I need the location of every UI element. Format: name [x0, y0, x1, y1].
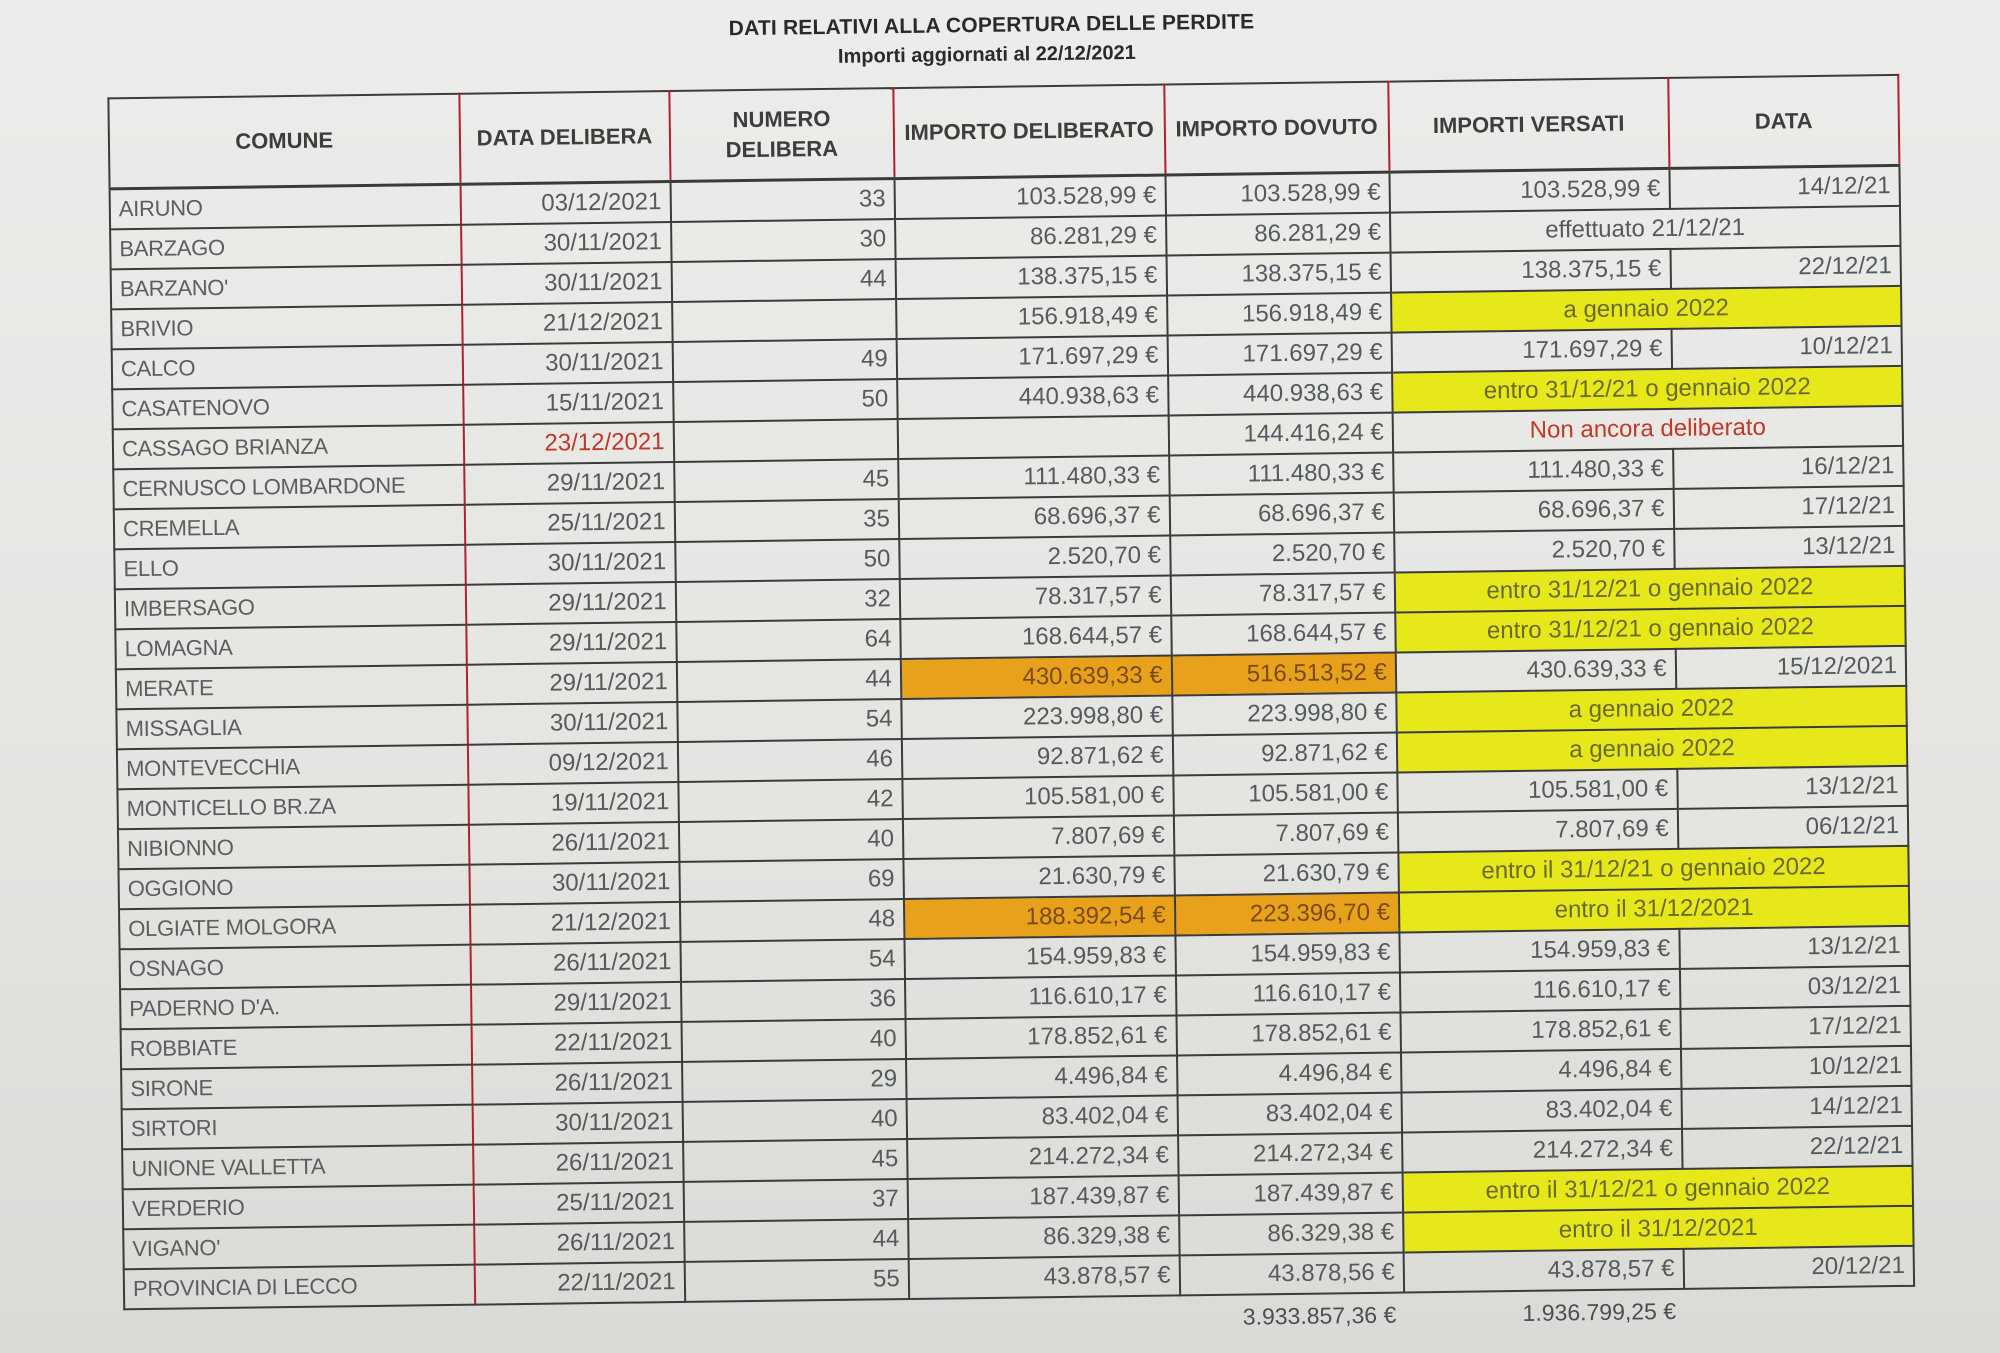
data-versamento-cell: 13/12/21: [1677, 766, 1908, 809]
comune-cell: NIBIONNO: [118, 825, 469, 870]
data-versamento-cell: 16/12/21: [1673, 446, 1904, 489]
importo-dovuto-cell: 440.938,63 €: [1168, 373, 1393, 416]
importo-versato-cell: 2.520,70 €: [1394, 529, 1674, 573]
importo-dovuto-cell: 111.480,33 €: [1169, 453, 1394, 496]
importo-dovuto-cell: 4.496,84 €: [1177, 1053, 1402, 1096]
importo-deliberato-cell: 154.959,83 €: [904, 935, 1175, 979]
column-header: IMPORTI VERSATI: [1388, 78, 1669, 172]
data-versamento-cell: 13/12/21: [1679, 926, 1910, 969]
importo-dovuto-cell: 116.610,17 €: [1176, 973, 1401, 1016]
comune-cell: MISSAGLIA: [116, 705, 467, 750]
importo-dovuto-cell: 105.581,00 €: [1173, 773, 1398, 816]
column-header: COMUNE: [108, 94, 460, 189]
importo-deliberato-cell: 430.639,33 €: [901, 655, 1172, 699]
numero-delibera-cell: 45: [683, 1139, 908, 1182]
column-header: DATA DELIBERA: [459, 91, 670, 184]
comune-cell: MERATE: [116, 665, 467, 710]
importo-deliberato-cell: 68.696,37 €: [899, 496, 1170, 540]
document-title: DATI RELATIVI ALLA COPERTURA DELLE PERDITE: [728, 10, 1255, 41]
data-delibera-cell: 30/11/2021: [461, 222, 672, 265]
importo-deliberato-cell: 86.329,38 €: [908, 1215, 1179, 1259]
importo-dovuto-cell: 92.871,62 €: [1172, 733, 1397, 776]
comune-cell: VERDERIO: [123, 1185, 474, 1230]
importo-deliberato-cell: 187.439,87 €: [907, 1175, 1178, 1219]
importo-dovuto-cell: 178.852,61 €: [1176, 1013, 1401, 1056]
payment-note-cell: entro 31/12/21 o gennaio 2022: [1395, 566, 1906, 613]
comune-cell: OSNAGO: [120, 945, 471, 990]
data-delibera-cell: 29/11/2021: [465, 582, 676, 625]
numero-delibera-cell: 33: [670, 179, 895, 222]
importo-dovuto-cell: 156.918,49 €: [1167, 293, 1392, 336]
numero-delibera-cell: 49: [672, 339, 897, 382]
payment-note-cell: entro il 31/12/21 o gennaio 2022: [1402, 1166, 1913, 1213]
importo-versato-cell: 171.697,29 €: [1391, 329, 1671, 373]
projected-slide: [31, 2, 1928, 1346]
numero-delibera-cell: 40: [679, 819, 904, 862]
importo-versato-cell: 4.496,84 €: [1401, 1049, 1681, 1093]
total-importi-versati: 1.936.799,25 €: [1522, 1297, 1677, 1326]
importo-deliberato-cell: [898, 416, 1169, 460]
importo-deliberato-cell: 178.852,61 €: [905, 1015, 1176, 1059]
data-versamento-cell: 22/12/21: [1682, 1126, 1913, 1169]
comune-cell: UNIONE VALLETTA: [122, 1145, 473, 1190]
numero-delibera-cell: 44: [671, 259, 896, 302]
payment-note-cell: Non ancora deliberato: [1392, 406, 1903, 453]
payment-note-cell: effettuato 21/12/21: [1390, 206, 1901, 253]
comune-cell: LOMAGNA: [115, 625, 466, 670]
importo-deliberato-cell: 86.281,29 €: [895, 216, 1166, 260]
importo-deliberato-cell: 2.520,70 €: [899, 536, 1170, 580]
importo-dovuto-cell: 103.528,99 €: [1165, 172, 1390, 215]
importo-deliberato-cell: 116.610,17 €: [905, 975, 1176, 1019]
data-delibera-cell: 22/11/2021: [474, 1262, 685, 1305]
importo-versato-cell: 103.528,99 €: [1389, 168, 1669, 212]
numero-delibera-cell: 44: [676, 659, 901, 702]
data-versamento-cell: 10/12/21: [1671, 326, 1902, 369]
numero-delibera-cell: 48: [680, 899, 905, 942]
comune-cell: BARZAGO: [110, 225, 461, 270]
importo-deliberato-cell: 188.392,54 €: [904, 895, 1175, 939]
data-delibera-cell: 29/11/2021: [471, 982, 682, 1025]
comune-cell: CERNUSCO LOMBARDONE: [113, 465, 464, 510]
data-versamento-cell: 10/12/21: [1681, 1046, 1912, 1089]
importo-dovuto-cell: 214.272,34 €: [1178, 1133, 1403, 1176]
importo-dovuto-cell: 144.416,24 €: [1168, 413, 1393, 456]
data-versamento-cell: 14/12/21: [1681, 1086, 1912, 1129]
importo-versato-cell: 116.610,17 €: [1400, 969, 1680, 1013]
comune-cell: PROVINCIA DI LECCO: [124, 1265, 475, 1310]
numero-delibera-cell: 40: [681, 1019, 906, 1062]
numero-delibera-cell: 46: [677, 739, 902, 782]
importo-versato-cell: 83.402,04 €: [1401, 1089, 1681, 1133]
comune-cell: MONTEVECCHIA: [117, 745, 468, 790]
data-delibera-cell: 26/11/2021: [472, 1062, 683, 1105]
importo-versato-cell: 43.878,57 €: [1403, 1249, 1683, 1293]
importo-deliberato-cell: 21.630,79 €: [903, 855, 1174, 899]
comune-cell: SIRONE: [121, 1065, 472, 1110]
importo-dovuto-cell: 516.513,52 €: [1171, 653, 1396, 696]
comune-cell: CASSAGO BRIANZA: [113, 425, 464, 470]
data-versamento-cell: 17/12/21: [1680, 1006, 1911, 1049]
importo-deliberato-cell: 83.402,04 €: [906, 1095, 1177, 1139]
importo-dovuto-cell: 68.696,37 €: [1169, 493, 1394, 536]
importo-dovuto-cell: 171.697,29 €: [1167, 333, 1392, 376]
importo-dovuto-cell: 2.520,70 €: [1170, 533, 1395, 576]
numero-delibera-cell: 29: [682, 1059, 907, 1102]
comune-cell: CASATENOVO: [112, 385, 463, 430]
importo-dovuto-cell: 168.644,57 €: [1171, 613, 1396, 656]
comune-cell: OLGIATE MOLGORA: [119, 905, 470, 950]
total-importo-dovuto: 3.933.857,36 €: [1242, 1301, 1397, 1330]
importo-dovuto-cell: 86.329,38 €: [1179, 1213, 1404, 1256]
importo-versato-cell: 154.959,83 €: [1399, 929, 1679, 973]
comune-cell: BARZANO': [111, 265, 462, 310]
numero-delibera-cell: 40: [682, 1099, 907, 1142]
data-delibera-cell: 30/11/2021: [472, 1102, 683, 1145]
importo-versato-cell: 111.480,33 €: [1393, 449, 1673, 493]
data-delibera-cell: 25/11/2021: [473, 1182, 684, 1225]
importo-versato-cell: 105.581,00 €: [1397, 769, 1677, 813]
importo-dovuto-cell: 43.878,56 €: [1179, 1253, 1404, 1296]
data-versamento-cell: 20/12/21: [1683, 1246, 1914, 1289]
comune-cell: ROBBIATE: [121, 1025, 472, 1070]
data-delibera-cell: 26/11/2021: [468, 822, 679, 865]
importo-dovuto-cell: 223.998,80 €: [1172, 693, 1397, 736]
comune-cell: AIRUNO: [110, 184, 461, 229]
comune-cell: OGGIONO: [118, 865, 469, 910]
data-delibera-cell: 29/11/2021: [464, 462, 675, 505]
importo-deliberato-cell: 168.644,57 €: [900, 615, 1171, 659]
importo-dovuto-cell: 86.281,29 €: [1166, 213, 1391, 256]
numero-delibera-cell: 30: [671, 219, 896, 262]
numero-delibera-cell: 69: [679, 859, 904, 902]
data-delibera-cell: 15/11/2021: [463, 382, 674, 425]
data-delibera-cell: 29/11/2021: [466, 662, 677, 705]
column-header: IMPORTO DELIBERATO: [893, 85, 1165, 179]
data-delibera-cell: 09/12/2021: [467, 742, 678, 785]
data-delibera-cell: 21/12/2021: [469, 902, 680, 945]
data-delibera-cell: 29/11/2021: [466, 622, 677, 665]
data-versamento-cell: 15/12/2021: [1675, 646, 1906, 689]
payment-note-cell: entro 31/12/21 o gennaio 2022: [1392, 366, 1903, 413]
data-delibera-cell: 26/11/2021: [470, 942, 681, 985]
data-versamento-cell: 22/12/21: [1670, 246, 1901, 289]
importo-deliberato-cell: 105.581,00 €: [902, 775, 1173, 819]
importo-deliberato-cell: 223.998,80 €: [901, 695, 1172, 739]
totals-spacer: [1684, 1286, 1915, 1332]
importo-versato-cell: 7.807,69 €: [1398, 809, 1678, 853]
numero-delibera-cell: 37: [683, 1179, 908, 1222]
data-versamento-cell: 13/12/21: [1674, 526, 1905, 569]
numero-delibera-cell: [672, 299, 897, 342]
payment-note-cell: a gennaio 2022: [1391, 286, 1902, 333]
numero-delibera-cell: 42: [678, 779, 903, 822]
comune-cell: SIRTORI: [122, 1105, 473, 1150]
payment-note-cell: a gennaio 2022: [1396, 686, 1907, 733]
comune-cell: IMBERSAGO: [115, 585, 466, 630]
importo-dovuto-cell: 7.807,69 €: [1173, 813, 1398, 856]
table-body: [110, 165, 1915, 1352]
importo-dovuto-cell: 138.375,15 €: [1166, 253, 1391, 296]
importo-versato-cell: 68.696,37 €: [1394, 489, 1674, 533]
importo-deliberato-cell: 440.938,63 €: [897, 376, 1168, 420]
data-delibera-cell: 26/11/2021: [474, 1222, 685, 1265]
numero-delibera-cell: 64: [676, 619, 901, 662]
importo-dovuto-cell: 78.317,57 €: [1170, 573, 1395, 616]
numero-delibera-cell: 54: [680, 939, 905, 982]
payment-note-cell: entro il 31/12/2021: [1399, 886, 1910, 933]
importo-deliberato-cell: 214.272,34 €: [907, 1135, 1178, 1179]
numero-delibera-cell: 50: [675, 539, 900, 582]
comune-cell: CREMELLA: [114, 505, 465, 550]
data-delibera-cell: 30/11/2021: [461, 262, 672, 305]
importo-dovuto-cell: 21.630,79 €: [1174, 853, 1399, 896]
importo-deliberato-cell: 43.878,57 €: [909, 1255, 1180, 1299]
data-delibera-cell: 25/11/2021: [464, 502, 675, 545]
importo-deliberato-cell: 138.375,15 €: [895, 256, 1166, 300]
payment-note-cell: entro il 31/12/2021: [1403, 1206, 1914, 1253]
importo-dovuto-cell: 154.959,83 €: [1175, 933, 1400, 976]
data-versamento-cell: 14/12/21: [1669, 165, 1900, 209]
comune-cell: PADERNO D'A.: [120, 985, 471, 1030]
importo-versato-cell: 178.852,61 €: [1400, 1009, 1680, 1053]
data-delibera-cell: 30/11/2021: [467, 702, 678, 745]
importo-deliberato-cell: 92.871,62 €: [902, 735, 1173, 779]
column-header: DATA: [1668, 75, 1900, 169]
data-delibera-cell: 21/12/2021: [462, 302, 673, 345]
comune-cell: CALCO: [112, 345, 463, 390]
data-delibera-cell: 30/11/2021: [469, 862, 680, 905]
importo-versato-cell: 138.375,15 €: [1390, 249, 1670, 293]
data-delibera-cell: 03/12/2021: [460, 182, 671, 225]
importo-deliberato-cell: 156.918,49 €: [896, 296, 1167, 340]
importo-deliberato-cell: 7.807,69 €: [903, 815, 1174, 859]
importo-dovuto-cell: 223.396,70 €: [1175, 893, 1400, 936]
numero-delibera-cell: 44: [684, 1219, 909, 1262]
data-delibera-cell: 30/11/2021: [465, 542, 676, 585]
numero-delibera-cell: [673, 419, 898, 462]
importo-deliberato-cell: 103.528,99 €: [894, 175, 1165, 219]
numero-delibera-cell: 55: [684, 1259, 909, 1302]
importo-dovuto-cell: 187.439,87 €: [1178, 1173, 1403, 1216]
importo-deliberato-cell: 4.496,84 €: [906, 1055, 1177, 1099]
comune-cell: VIGANO': [123, 1225, 474, 1270]
importo-deliberato-cell: 78.317,57 €: [900, 576, 1171, 620]
numero-delibera-cell: 50: [673, 379, 898, 422]
comune-cell: MONTICELLO BR.ZA: [117, 785, 468, 830]
data-delibera-cell: 26/11/2021: [473, 1142, 684, 1185]
data-versamento-cell: 06/12/21: [1677, 806, 1908, 849]
payment-note-cell: a gennaio 2022: [1397, 726, 1908, 773]
data-delibera-cell: 30/11/2021: [462, 342, 673, 385]
importo-deliberato-cell: 111.480,33 €: [898, 456, 1169, 500]
losses-coverage-table: [107, 74, 1915, 1352]
importo-versato-cell: 214.272,34 €: [1402, 1129, 1682, 1173]
comune-cell: ELLO: [114, 545, 465, 590]
importo-deliberato-cell: 171.697,29 €: [896, 336, 1167, 380]
title-block: [31, 2, 1912, 80]
column-header: IMPORTO DOVUTO: [1164, 82, 1389, 175]
importo-dovuto-cell: 83.402,04 €: [1177, 1093, 1402, 1136]
numero-delibera-cell: 32: [675, 579, 900, 622]
numero-delibera-cell: 45: [674, 459, 899, 502]
numero-delibera-cell: 35: [674, 499, 899, 542]
numero-delibera-cell: 54: [677, 699, 902, 742]
data-delibera-cell: 19/11/2021: [468, 782, 679, 825]
document-subtitle: Importi aggiornati al 22/12/2021: [837, 41, 1136, 68]
numero-delibera-cell: 36: [681, 979, 906, 1022]
importo-versato-cell: 430.639,33 €: [1396, 649, 1676, 693]
comune-cell: BRIVIO: [111, 305, 462, 350]
data-versamento-cell: 17/12/21: [1673, 486, 1904, 529]
data-delibera-cell: 22/11/2021: [471, 1022, 682, 1065]
data-delibera-cell: 23/12/2021: [463, 422, 674, 465]
payment-note-cell: entro 31/12/21 o gennaio 2022: [1395, 606, 1906, 653]
payment-note-cell: entro il 31/12/21 o gennaio 2022: [1398, 846, 1909, 893]
data-versamento-cell: 03/12/21: [1680, 966, 1911, 1009]
column-header: NUMERO DELIBERA: [669, 88, 894, 181]
